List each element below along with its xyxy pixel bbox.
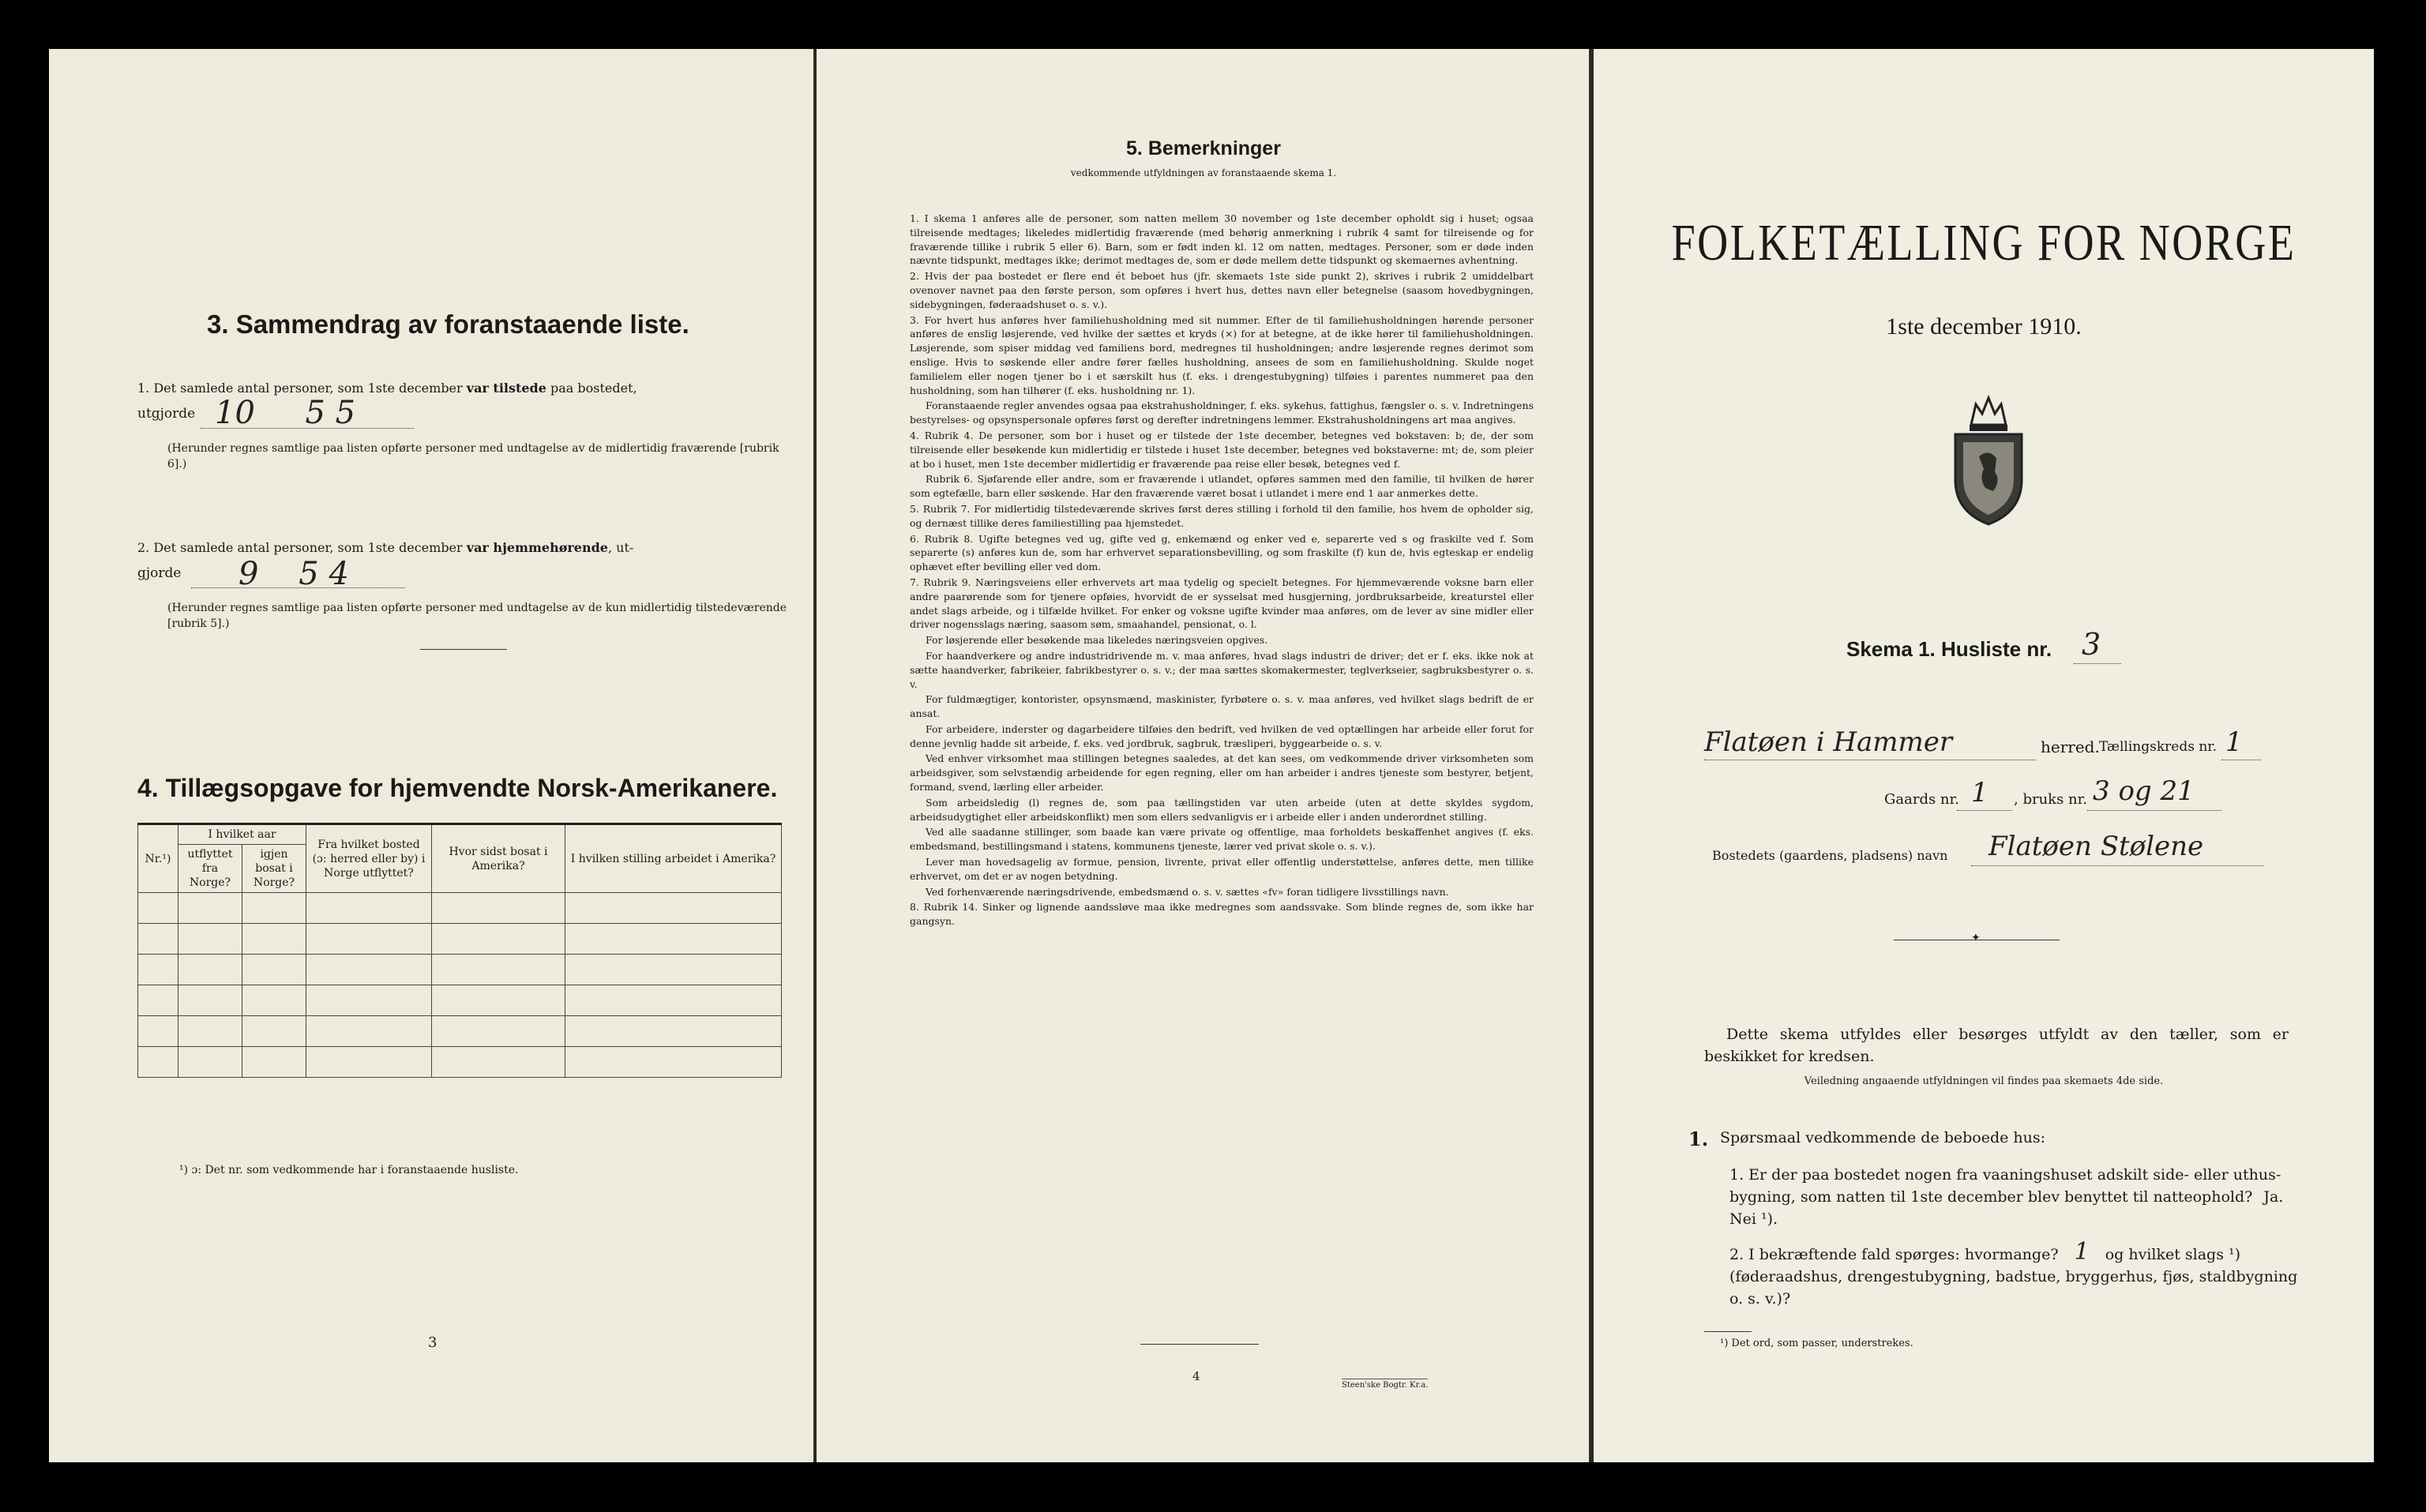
bemerkning-paragraph: Rubrik 6. Sjøfarende eller andre, som er fraværende i utlandet, opføres sammen med den familie, til hvilken de hører som egtefælle, barn eller søskende. Har den fraværende været bosat i utlandet i mere end 1 aar anmerkes dette. <box>910 473 1534 500</box>
bemerkning-paragraph: For løsjerende eller besøkende maa likeledes næringsveien opgives. <box>926 634 1268 647</box>
s3-item2-text-end: , ut- <box>607 540 634 555</box>
table-row <box>138 1016 782 1047</box>
s3-item2-line <box>191 587 404 589</box>
question-group-number: 1. <box>1688 1127 1709 1150</box>
herred-label: herred. <box>2041 737 2100 756</box>
herred-handwritten: Flatøen i Hammer <box>1704 726 1953 758</box>
bosted-handwritten: Flatøen Stølene <box>1988 831 2204 862</box>
bemerkning-paragraph: For fuldmægtiger, kontorister, opsynsmænd, maskinister, fyrbøtere o. s. v. maa anføres, ved hvilket slags bedrift de er ansat. <box>910 693 1534 720</box>
table-footnote: ¹) ɔ: Det nr. som vedkommende har i foranstaaende husliste. <box>179 1164 519 1176</box>
bemerkning-paragraph: Lever man hovedsagelig av formue, pension, livrente, privat eller offentlig understøttelse, anføres dette, men tillike erhvervet, om det er av nogen betydning. <box>910 856 1534 882</box>
bemerkning-paragraph: For haandverkere og andre industridrivende m. v. maa anføres, hvad slags industri de driver; det er f. eks. ikke nok at sætte haandverker, fabrikeier, fabrikbestyrer o. s. v.; der maa sættes skomakermester, teglverkseier, sagbruksbestyrer o. s. v. <box>910 649 1534 690</box>
bruks-handwritten: 3 og 21 <box>2093 775 2195 807</box>
kreds-label: Tællingskreds nr. <box>2099 739 2217 755</box>
col-utflyttet: utflyttet fra Norge? <box>178 845 242 893</box>
table-row <box>138 985 782 1016</box>
bosted-line <box>1971 865 2263 866</box>
page-number: 3 <box>428 1334 438 1351</box>
bemerkning-paragraph: 6. Rubrik 8. Ugifte betegnes ved ug, gifte ved g, enkemænd og enker ved e, separerte ved s og fraskilte ved f. Som separerte (s) anføres kun de, som har erhvervet separationsbevilling, og som fraskilte (f) kun de, hvis egteskap er endelig ophævet efter bevilling eller ved dom. <box>910 532 1534 573</box>
col-hvilket-aar: I hvilket aar <box>178 824 306 845</box>
s3-item1-text-end: paa bostedet, <box>546 381 637 396</box>
s3-item1-line <box>201 428 414 430</box>
divider <box>420 649 507 650</box>
schema-label: Skema 1. Husliste nr. <box>1846 637 2052 661</box>
right-page <box>1594 49 2374 1462</box>
col-igjen-bosat: igjen bosat i Norge? <box>242 845 306 893</box>
bemerkning-paragraph: For arbeidere, inderster og dagarbeidere tilføies den bedrift, ved hvilken de ved optællingen har arbeide eller forut for denne jevnlig hadde sit arbeide, f. eks. ved jordbruk, sagbruk, træsliperi, byggearbeide o. s. v. <box>910 722 1534 749</box>
section-3-title: 3. Sammendrag av foranstaaende liste. <box>207 310 689 339</box>
left-page <box>49 49 815 1462</box>
bemerkning-paragraph: 7. Rubrik 9. Næringsveiens eller erhvervets art maa tydelig og specielt betegnes. For hjemmeværende voksne barn eller andre paarørende som for tjenere opføies, hvorvidt de er sysselsat med husgjerning, jordbruksarbeide, kreaturstel eller andet slags arbeide, og i tilfælde hvilket. For enker og voksne ugifte kvinder maa anføres, om de lever av sine midler eller driver nogensslags næring, saasom søm, smaahandel, pensionat, o. l. <box>910 576 1534 631</box>
s3-item1-bold: var tilstede <box>466 381 546 396</box>
gaards-label: Gaards nr. <box>1884 791 1959 808</box>
intro-text: Dette skema utfyldes eller besørges utfyldt av den tæller, som er beskikket for kredsen. <box>1704 1026 2289 1065</box>
bemerkning-paragraph: Ved enhver virksomhet maa stillingen betegnes saaledes, at det kan sees, om vedkommende driver virksomheten som arbeidsgiver, som selvstændig arbeidende for egen regning, eller om han arbeider i andres tjeneste som bestyrer, betjent, formand, svend, lærling eller arbeider. <box>910 752 1534 794</box>
table-row <box>138 955 782 985</box>
footnote: ¹) Det ord, som passer, understrekes. <box>1720 1338 1913 1349</box>
husliste-line <box>2074 663 2121 664</box>
section-4-title: 4. Tillægsopgave for hjemvendte Norsk-Amerikanere. <box>137 774 778 802</box>
bruks-line <box>2087 810 2221 811</box>
s3-item1-note: (Herunder regnes samtlige paa listen opførte personer med undtagelse av de midlertidig fraværende [rubrik 6].) <box>167 442 779 471</box>
gaards-handwritten: 1 <box>1971 777 1988 809</box>
bemerkning-paragraph: 4. Rubrik 4. De personer, som bor i huset og er tilstede der 1ste december, betegnes ved bokstaven: b; de, der som tilreisende eller besøkende kun midlertidig er tilstede i huset 1ste december, betegnes ved bokstaverne: mt; de, som pleier at bo i huset, men 1ste december midlertidig er fraværende paa reise eller besøk, betegnes ved f. <box>910 429 1534 470</box>
bemerkning-paragraph: Ved alle saadanne stillinger, som baade kan være private og offentlige, maa forholdets beskaffenhet angives (f. eks. embedsmand, bestillingsmand i statens, kommunens tjeneste, lærer ved privat skole o. s. v.). <box>910 826 1534 853</box>
s3-item2-note: (Herunder regnes samtlige paa listen opførte personer med undtagelse av de kun midlertidig tilstedeværende [rubrik 5].) <box>167 602 787 630</box>
s3-item2-bold: var hjemmehørende <box>466 540 608 555</box>
question-1-text: 1. Er der paa bostedet nogen fra vaaningshuset adskilt side- eller uthus-bygning, som natten til 1ste december blev benyttet til natteophold? <box>1729 1166 2281 1206</box>
bemerkning-paragraph: 3. For hvert hus anføres hver familiehusholdning med sit nummer. Efter de til familiehusholdningen hørende personer anføres de enslig løsjerende, ved hvilke der sættes et kryds (×) for at betegne, at de ikke hører til familiehusholdningen. Løsjerende, som spiser middag ved familiens bord, medregnes til husholdningen; andre løsjerende regnes derimot som enslige. Hvis to søskende eller andre fører fælles husholdning, ansees de som en familiehusholdning. Skulde noget familielem eller nogen tjener bo i et særskilt hus (f. eks. i drengestubygning) tilføies i parentes nummeret paa den husholdning, som han tilhører (f. eks. husholdning nr. 1). <box>910 313 1534 396</box>
s3-item2-gjorde: gjorde <box>137 565 182 581</box>
bemerkninger-subtitle: vedkommende utfyldningen av foranstaaende skema 1. <box>1070 167 1337 178</box>
question-heading: Spørsmaal vedkommende de beboede hus: <box>1720 1129 2046 1146</box>
bemerkning-paragraph: 1. I skema 1 anføres alle de personer, som natten mellem 30 november og 1ste december opholdt sig i huset; ogsaa tilreisende medtages; likeledes midlertidig fraværende (med behørig anmerkning i rubrik 4 samt for tilreisende og for fraværende tillike i rubrik 5 eller 6). Barn, som er født inden kl. 12 om natten, medtages. Personer, som er døde inden nævnte tidspunkt, medtages ikke; derimot medtages de, som er døde mellem dette tidspunkt og skemaernes avhentning. <box>910 212 1534 267</box>
table-row <box>138 893 782 924</box>
bemerkning-paragraph: Som arbeidsledig (l) regnes de, som paa tællingstiden var uten arbeide (uten at dette skyldes sygdom, arbeidsudygtighet eller arbeidskonflikt) men som ellers sedvanligvis er i arbeide eller i anden underordnet stilling. <box>910 796 1534 823</box>
kreds-handwritten: 1 <box>2225 726 2243 758</box>
s3-item1-utgjorde: utgjorde <box>137 406 196 422</box>
bemerkning-paragraph: 2. Hvis der paa bostedet er flere end ét beboet hus (jfr. skemaets 1ste side punkt 2), skrives i rubrik 2 umiddelbart ovenover navnet paa den første person, som opføres i hvert hus, dettes navn eller betegnelse (saasom hovedbygningen, sidebygningen, føderaadshuset o. s. v.). <box>910 270 1534 310</box>
form-date: 1ste december 1910. <box>1886 313 2082 340</box>
s3-item1-text: 1. Det samlede antal personer, som 1ste december <box>137 381 467 396</box>
bemerkning-paragraph: Ved forhenværende næringsdrivende, embedsmænd o. s. v. sættes «fv» foran tidligere livsstillings navn. <box>926 885 1449 898</box>
col-fra-hvilket-bosted: Fra hvilket bosted (ɔ: herred eller by) i Norge utflyttet? <box>306 824 432 893</box>
husliste-nr-handwritten: 3 <box>2082 627 2101 662</box>
bemerkninger-body <box>910 212 1534 930</box>
s3-item2-handwritten: 9 5 4 <box>238 556 349 592</box>
s3-item1-handwritten: 10 5 5 <box>215 395 356 431</box>
middle-page <box>817 49 1590 1462</box>
question-2 <box>1729 1238 2298 1310</box>
bemerkninger-title: 5. Bemerkninger <box>1126 137 1281 159</box>
question-1-answer: Ja. Nei ¹). <box>1729 1188 2284 1228</box>
norsk-amerikanere-table <box>137 823 782 1078</box>
bosted-label: Bostedets (gaardens, pladsens) navn <box>1712 848 1948 863</box>
bemerkning-paragraph: 5. Rubrik 7. For midlertidig tilstedeværende skrives først deres stilling i forhold til den familie, hos hvem de opholder sig, og dernæst tillike deres familiestilling paa hjemstedet. <box>910 502 1534 529</box>
ornament-icon: ✦ <box>1971 932 1981 944</box>
bruks-label: , bruks nr. <box>2014 791 2087 808</box>
form-title: FOLKETÆLLING FOR NORGE <box>1671 214 2296 272</box>
bemerkning-paragraph: Foranstaaende regler anvendes ogsaa paa ekstrahusholdninger, f. eks. sykehus, fattighus, fængsler o. s. v. Indretningens bestyrelses- og opsynspersonale opføres først og derefter indretningens lemmer. Ekstrahusholdningens art maa angives. <box>910 400 1534 426</box>
gaards-line <box>1957 810 2012 811</box>
s3-item-2 <box>137 538 785 557</box>
table-row <box>138 1047 782 1078</box>
bemerkning-paragraph: 8. Rubrik 14. Sinker og lignende aandssløve maa ikke medregnes som aandssvake. Som blinde regnes de, som ikke har gangsyn. <box>910 901 1534 928</box>
intro-guidance: Veiledning angaaende utfyldningen vil findes paa skemaets 4de side. <box>1804 1075 2164 1087</box>
col-hvor-sidst-bosat: Hvor sidst bosat i Amerika? <box>432 824 565 893</box>
col-nr: Nr.¹) <box>138 824 178 893</box>
question-1 <box>1729 1164 2298 1230</box>
s3-item2-text: 2. Det samlede antal personer, som 1ste december <box>137 540 467 555</box>
bottom-divider <box>1140 1344 1259 1345</box>
table-row <box>138 924 782 955</box>
question-2-text: 2. I bekræftende fald spørges: hvormange? <box>1729 1246 2059 1263</box>
question-2-handwritten: 1 <box>2074 1238 2090 1266</box>
footnote-divider <box>1704 1331 1752 1332</box>
question-2-text-end: og hvilket slags ¹) (føderaadshus, drengestubygning, badstue, bryggerhus, fjøs, staldbygning o. s. v.)? <box>1729 1246 2298 1308</box>
page-number: 4 <box>1192 1369 1200 1383</box>
coat-of-arms-icon <box>1947 393 2030 527</box>
printer-imprint: Steen'ske Bogtr. Kr.a. <box>1342 1379 1428 1390</box>
col-stilling: I hvilken stilling arbeidet i Amerika? <box>565 824 782 893</box>
